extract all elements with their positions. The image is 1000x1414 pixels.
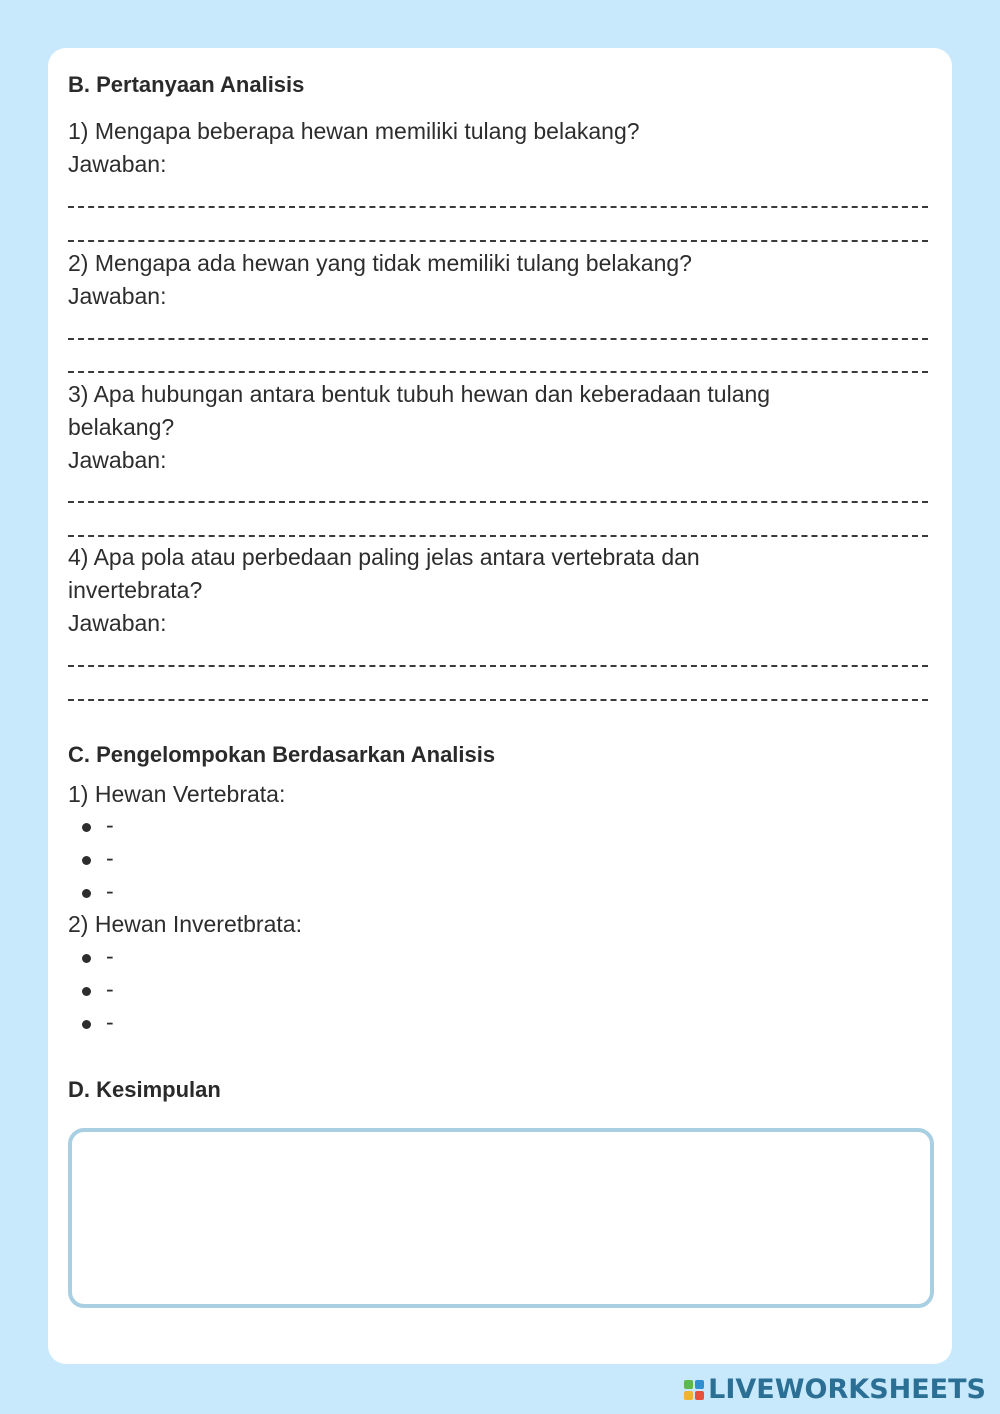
question-4-answer-line-1[interactable] (68, 665, 928, 667)
question-2-answer-label: Jawaban: (68, 283, 167, 309)
question-3-text-continued: belakang? (68, 414, 175, 440)
logo-square-yellow (684, 1391, 693, 1400)
vertebrata-item-3[interactable]: - (106, 878, 114, 904)
liveworksheets-brand-text: LIVEWORKSHEETS (708, 1374, 986, 1405)
question-3-text: 3) Apa hubungan antara bentuk tubuh hewan dan keberadaan tulang (68, 381, 771, 407)
vertebrata-item-2[interactable]: - (106, 845, 114, 871)
question-2-answer-line-1[interactable] (68, 338, 928, 340)
question-2-text: 2) Mengapa ada hewan yang tidak memiliki tulang belakang? (68, 250, 692, 276)
question-1-answer-label: Jawaban: (68, 151, 167, 177)
question-2-answer-line-2[interactable] (68, 371, 928, 373)
question-3-answer-line-1[interactable] (68, 501, 928, 503)
vertebrata-item-1[interactable]: - (106, 812, 114, 838)
logo-square-red (695, 1391, 704, 1400)
question-1-answer-line-1[interactable] (68, 206, 928, 208)
question-1-answer-line-2[interactable] (68, 240, 928, 242)
bullet-icon (82, 889, 91, 898)
question-1-text: 1) Mengapa beberapa hewan memiliki tulang belakang? (68, 118, 640, 144)
group-invertebrata-label: 2) Hewan Inveretbrata: (68, 911, 302, 937)
bullet-icon (82, 823, 91, 832)
question-4-answer-label: Jawaban: (68, 610, 167, 636)
section-b-title: B. Pertanyaan Analisis (68, 72, 305, 97)
bullet-icon (82, 954, 91, 963)
liveworksheets-logo-icon (684, 1380, 704, 1400)
bullet-icon (82, 856, 91, 865)
logo-square-green (684, 1380, 693, 1389)
group-vertebrata-label: 1) Hewan Vertebrata: (68, 781, 286, 807)
question-3-answer-label: Jawaban: (68, 447, 167, 473)
question-3-answer-line-2[interactable] (68, 535, 928, 537)
question-4-text: 4) Apa pola atau perbedaan paling jelas antara vertebrata dan (68, 544, 700, 570)
question-4-answer-line-2[interactable] (68, 699, 928, 701)
liveworksheets-brand[interactable] (684, 1374, 986, 1405)
invertebrata-item-3[interactable]: - (106, 1009, 114, 1035)
logo-square-blue (695, 1380, 704, 1389)
bullet-icon (82, 987, 91, 996)
question-4-text-continued: invertebrata? (68, 577, 203, 603)
bullet-icon (82, 1020, 91, 1029)
section-d-title: D. Kesimpulan (68, 1077, 221, 1102)
invertebrata-item-2[interactable]: - (106, 976, 114, 1002)
section-c-title: C. Pengelompokan Berdasarkan Analisis (68, 742, 496, 767)
invertebrata-item-1[interactable]: - (106, 943, 114, 969)
conclusion-answer-box[interactable] (68, 1128, 934, 1308)
